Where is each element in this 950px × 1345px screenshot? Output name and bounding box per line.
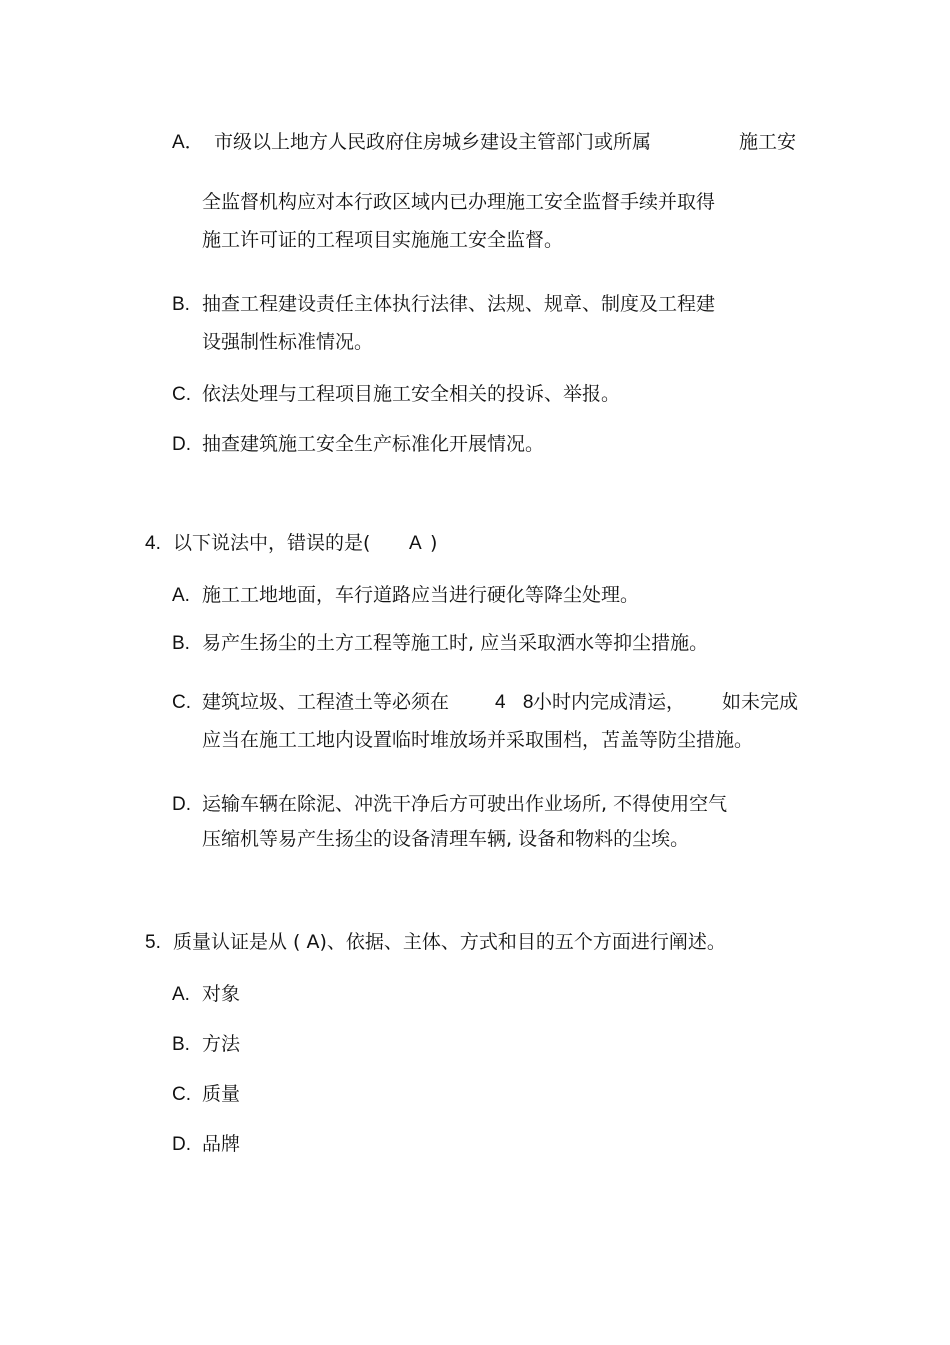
q3-option-a-line3: 施工许可证的工程项目实施施工安全监督。	[202, 229, 564, 251]
q3-option-b-label: B.	[172, 294, 190, 315]
q3-option-d-label: D.	[172, 434, 191, 455]
q4-option-d-line1: 运输车辆在除泥、冲洗干净后方可驶出作业场所, 不得使用空气	[202, 793, 728, 815]
q3-option-a-line2: 全监督机构应对本行政区域内已办理施工安全监督手续并取得	[202, 191, 716, 213]
q5-number: 5.	[145, 932, 161, 953]
q4-option-b-label: B.	[172, 633, 190, 654]
q5-option-b-label: B.	[172, 1034, 190, 1055]
q4-option-c-line1b: 小时内完成清运，	[533, 691, 686, 713]
q5-option-d-text: 品牌	[202, 1133, 241, 1155]
q4-option-c-line1c: 如未完成	[722, 691, 799, 713]
q4-option-c-line2: 应当在施工工地内设置临时堆放场并采取围档，苫盖等防尘措施。	[202, 729, 754, 751]
q4-option-c-hours: 4 8	[495, 692, 540, 713]
q5-option-d-label: D.	[172, 1134, 191, 1155]
q3-option-a-line1b: 施工安	[739, 131, 797, 153]
q3-option-c-line1: 依法处理与工程项目施工安全相关的投诉、举报。	[202, 383, 621, 405]
q3-option-d-line1: 抽查建筑施工安全生产标准化开展情况。	[202, 433, 545, 455]
q4-stem-close: )	[430, 532, 438, 554]
q3-option-c-label: C.	[172, 384, 191, 405]
q4-number: 4.	[145, 533, 161, 554]
q4-answer: A	[409, 533, 422, 554]
q4-option-a-label: A.	[172, 585, 190, 606]
q4-stem: 以下说法中，错误的是(	[173, 532, 371, 554]
q4-option-c-label: C.	[172, 692, 191, 713]
q5-option-c-text: 质量	[202, 1083, 241, 1105]
q3-option-a-label: A．	[172, 132, 204, 153]
q4-option-d-label: D.	[172, 794, 191, 815]
q5-option-a-text: 对象	[202, 983, 241, 1005]
q3-option-a-line1a: 市级以上地方人民政府住房城乡建设主管部门或所属	[214, 131, 652, 153]
q5-option-b-text: 方法	[202, 1033, 241, 1055]
q4-option-c-line1a: 建筑垃圾、工程渣土等必须在	[202, 691, 450, 713]
q3-option-b-line2: 设强制性标准情况。	[202, 331, 374, 353]
q5-option-a-label: A.	[172, 984, 190, 1005]
q5-stem: 质量认证是从 ( A)、依据、主体、方式和目的五个方面进行阐述。	[173, 931, 726, 953]
q3-option-b-line1: 抽查工程建设责任主体执行法律、法规、规章、制度及工程建	[202, 293, 716, 315]
q4-option-b-line1: 易产生扬尘的土方工程等施工时, 应当采取洒水等抑尘措施。	[202, 632, 709, 654]
q4-option-d-line2: 压缩机等易产生扬尘的设备清理车辆, 设备和物料的尘埃。	[202, 828, 690, 850]
q5-option-c-label: C.	[172, 1084, 191, 1105]
q4-option-a-line1: 施工工地地面，车行道路应当进行硬化等降尘处理。	[202, 584, 640, 606]
